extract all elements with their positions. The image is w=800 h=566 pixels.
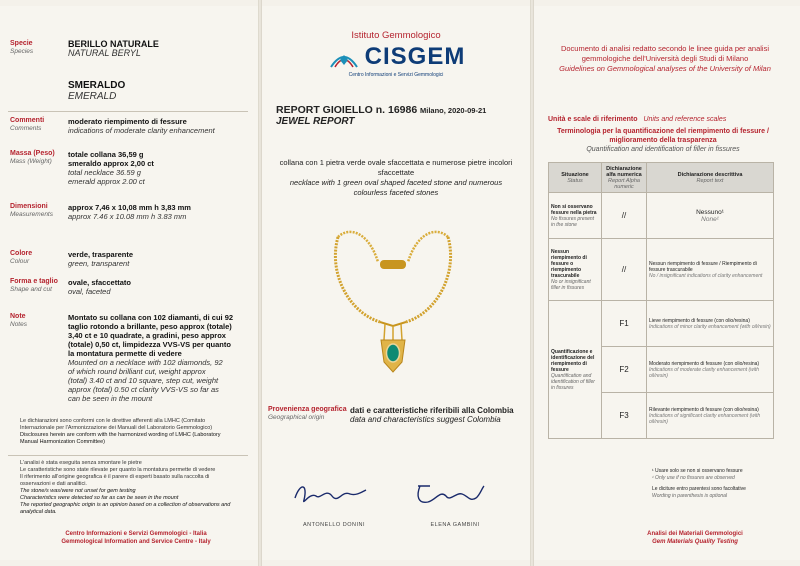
dimensions-value-en: approx 7.46 x 10.08 mm h 3.83 mm (68, 212, 187, 221)
footnote-line: The stone/s was/were not unset for gem testing (20, 488, 136, 494)
signer-2-name: ELENA GAMBINI (430, 522, 480, 528)
shape-label-en: Shape and cut (10, 286, 52, 293)
shape-value-block (68, 278, 131, 296)
divider (8, 455, 248, 456)
disclaimer (20, 418, 252, 446)
footnote-line: osservazioni e dati analitici. (20, 481, 87, 487)
footnote-line: The reported geographic origin is an opinion based on a collection of observations and (20, 502, 231, 508)
notes-line-en: of which round brilliant cut, weight approx (68, 367, 206, 376)
species-value-block (68, 40, 159, 58)
desc-line-en: necklace with 1 green oval shaped faceted stone and numerous (289, 178, 503, 187)
footnotes (20, 460, 252, 516)
status-cell: Nessun riempimento di fessure o riempimento trascurabile No or insignificant filler in fissures (549, 239, 602, 301)
left-footer-line: Centro Informazioni e Servizi Gemmologici - Italia (65, 531, 207, 537)
footnote-line: analytical data. (20, 509, 57, 515)
note-line: ¹ Usare solo se non si osservano fessure (652, 468, 743, 474)
dimensions-label-en: Measurements (10, 211, 53, 218)
notes-label-en: Notes (10, 321, 27, 328)
species-label-block (10, 40, 33, 56)
comments-label-block (10, 117, 44, 133)
table-header-row (549, 163, 774, 193)
left-footer (20, 530, 252, 546)
comments-label: Commenti (10, 117, 45, 124)
footnote-line: Le caratteristiche sono state rilevate per quanto la montatura permette di vedere (20, 467, 216, 473)
term-title-line: Terminologia per la quantificazione del riempimento di fessure / (557, 128, 769, 135)
guidelines-intro (540, 44, 790, 74)
species-label: Specie (10, 40, 33, 47)
signer-1-name: ANTONELLO DONINI (303, 522, 365, 528)
species-value-en: NATURAL BERYL (68, 48, 141, 58)
logo (262, 43, 530, 71)
notes-line-en: approx (total) 0.50 ct clarity VVS-VS so far as (68, 385, 219, 394)
text-cell: Rilevante riempimento di fessure (con olio/resina) Indications of significant clarity enhancement (with oil/resin) (647, 393, 774, 439)
footnote-line: L'analisi è stata eseguita senza smontare le pietre (20, 460, 142, 466)
footnote-line: Il riferimento all'origine geografica è il parere di esperti basato sulla raccolta di (20, 474, 210, 480)
notes-line-en: (total) 3.40 ct and 10 square, step cut, weight (68, 376, 219, 385)
comments-label-en: Comments (10, 125, 42, 132)
mass-line-en: total necklace 36.59 g (68, 168, 141, 177)
shape-value-en: oval, faceted (68, 287, 111, 296)
left-footer-line: Gemmological Information and Service Centre - Italy (61, 539, 211, 545)
item-description (262, 158, 530, 198)
header-status: Situazione Status (549, 163, 602, 193)
mass-label-en: Mass (Weight) (10, 158, 52, 165)
notes-line: taglio rotondo a brillante, peso approx (totale) (68, 322, 232, 331)
desc-line-en: colourless faceted stones (353, 188, 439, 197)
colour-value-en: green, transparent (68, 259, 130, 268)
dimensions-value: approx 7,46 x 10,08 mm h 3,83 mm (68, 203, 191, 212)
units-title-en: Units and reference scales (643, 116, 727, 123)
origin-label-en: Geographical origin (268, 414, 325, 421)
divider (8, 111, 248, 112)
mass-line: smeraldo approx 2,00 ct (68, 159, 154, 168)
intro-line-en: Guidelines on Gemmological analyses of the University of Milan (559, 64, 771, 73)
status-cell: Quantificazione e identificazione del riempimento di fessure Quantification and identification of filler in fissures (549, 301, 602, 439)
notes-line-en: can be seen in the mount (68, 394, 153, 403)
table-row (549, 239, 774, 301)
institute-name: Istituto Gemmologico (351, 30, 441, 41)
table-row (549, 193, 774, 239)
report-title-en: JEWEL REPORT (276, 116, 355, 127)
origin-value-en: data and characteristics suggest Colombia (350, 415, 501, 424)
footnote-line: Characteristics were detected so far as can be seen in the mount (20, 495, 179, 501)
disclaimer-line: Internazionale per l'Armonizzazione dei Manuali del Laboratorio Gemmologico) (20, 425, 213, 431)
origin-value-block (350, 406, 514, 424)
desc-line: sfaccettate (377, 168, 415, 177)
fold-right (530, 0, 534, 566)
cisgem-logo-icon (327, 45, 361, 69)
dimensions-label: Dimensioni (10, 203, 48, 210)
variety-block (68, 80, 125, 102)
right-footer-line: Analisi dei Materiali Gemmologici (647, 531, 743, 537)
colour-label-block (10, 250, 32, 266)
code-cell: F3 (602, 393, 647, 439)
filler-scale-table (548, 162, 774, 439)
header-text: Dichiarazione descrittiva Report text (647, 163, 774, 193)
desc-line: collana con 1 pietra verde ovale sfaccettata e numerose pietre incolori (279, 158, 513, 167)
text-cell: Nessun riempimento di fessure / Riempimento di fessure trascurabile No / insignificant indications of clarity enhancement (647, 239, 774, 301)
note-line: Le diciture entro parentesi sono facoltative (652, 486, 746, 492)
notes-line-en: Mounted on a necklace with 102 diamonds, 92 (68, 358, 223, 367)
term-title-en: Quantification and identification of filler in fissures (586, 146, 740, 153)
necklace-photo (318, 222, 468, 387)
report-title-block (276, 104, 417, 127)
notes-line: la montatura permette di vedere (68, 349, 182, 358)
intro-line: Documento di analisi redatto secondo le linee guida per analisi (560, 44, 770, 53)
origin-value: dati e caratteristiche riferibili alla Colombia (350, 406, 514, 415)
colour-label-en: Colour (10, 258, 30, 265)
disclaimer-line: Disclosures herein are conform with the harmonized wording of LMHC (Laboratory (20, 432, 221, 438)
colour-label: Colore (10, 250, 33, 257)
notes-label: Note (10, 313, 26, 320)
mass-line-en: emerald approx 2.00 ct (68, 177, 145, 186)
terminology-title (548, 127, 778, 154)
species-label-en: Species (10, 48, 34, 55)
notes-line: Montato su collana con 102 diamanti, di cui 92 (68, 313, 234, 322)
report-date: Milano, 2020-09-21 (420, 106, 487, 115)
note-line-en: ¹ Only use if no fissures are observed (652, 475, 735, 481)
logo-block (262, 30, 530, 78)
notes-line: 3,40 ct e 10 quadrate, a gradini, peso approx (68, 331, 226, 340)
code-cell: F2 (602, 347, 647, 393)
origin-label-block (268, 406, 347, 422)
shape-label: Forma e taglio (10, 278, 58, 285)
term-title-line: miglioramento della trasparenza (609, 137, 717, 144)
note-line-en: Wording in parenthesis is optional (652, 493, 728, 499)
dimensions-label-block (10, 203, 53, 219)
right-footer-line: Gem Materials Quality Testing (652, 539, 738, 545)
table-notes (652, 468, 782, 500)
species-value: BERILLO NATURALE (68, 39, 159, 49)
mass-value-block (68, 150, 154, 186)
code-cell: F1 (602, 301, 647, 347)
units-title-it: Unità e scale di riferimento (548, 116, 638, 123)
notes-label-block (10, 313, 27, 329)
shape-value: ovale, sfaccettato (68, 278, 131, 287)
code-cell: // (602, 193, 647, 239)
mass-label-block (10, 150, 55, 166)
text-cell: Moderato riempimento di fessure (con olio/resina) Indications of moderate clarity enhancement (with oil/resin) (647, 347, 774, 393)
mass-label: Massa (Peso) (10, 150, 55, 157)
text-cell: Lieve riempimento di fessure (con olio/resina) Indications of minor clarity enhancement (with oil/resin) (647, 301, 774, 347)
report-title: REPORT GIOIELLO n. 16986 (276, 104, 418, 116)
variety-value-en: EMERALD (68, 91, 117, 102)
colour-value-block (68, 250, 133, 268)
code-cell: // (602, 239, 647, 301)
signature-1 (290, 478, 370, 510)
disclaimer-line: Manual Harmonization Committee) (20, 439, 105, 445)
units-title (548, 116, 726, 123)
disclaimer-line: Le dichiarazioni sono conformi con le direttive afferenti alla LMHC (Comitato (20, 418, 206, 424)
signature-2 (410, 478, 490, 510)
origin-label: Provenienza geografica (268, 406, 347, 413)
table-row (549, 301, 774, 347)
mass-line: totale collana 36,59 g (68, 150, 144, 159)
status-cell: Non si osservano fessure nella pietra No fissures present in the stone (549, 193, 602, 239)
notes-value-block (68, 313, 253, 403)
comments-value: moderato riempimento di fessure (68, 117, 187, 126)
comments-value-en: indications of moderate clarity enhancement (68, 126, 215, 135)
colour-value: verde, trasparente (68, 250, 134, 259)
notes-line: (totale) 0,50 ct, limpidezza VVS-VS per quanto (68, 340, 231, 349)
fold-left (258, 0, 262, 566)
brand-subtitle: Centro Informazioni e Servizi Gemmologici (348, 72, 444, 78)
comments-value-block (68, 117, 215, 135)
right-footer (600, 530, 790, 546)
text-cell: Nessuno¹ None¹ (647, 193, 774, 239)
brand-name: CISGEM (364, 43, 466, 70)
header-alpha: Dichiarazione alfa numerica Report Alpha numeric (602, 163, 647, 193)
dimensions-value-block (68, 203, 191, 221)
variety-value: SMERALDO (68, 80, 126, 91)
shape-label-block (10, 278, 58, 294)
intro-line: gemmologiche dell'Università degli Studi di Milano (581, 54, 749, 63)
